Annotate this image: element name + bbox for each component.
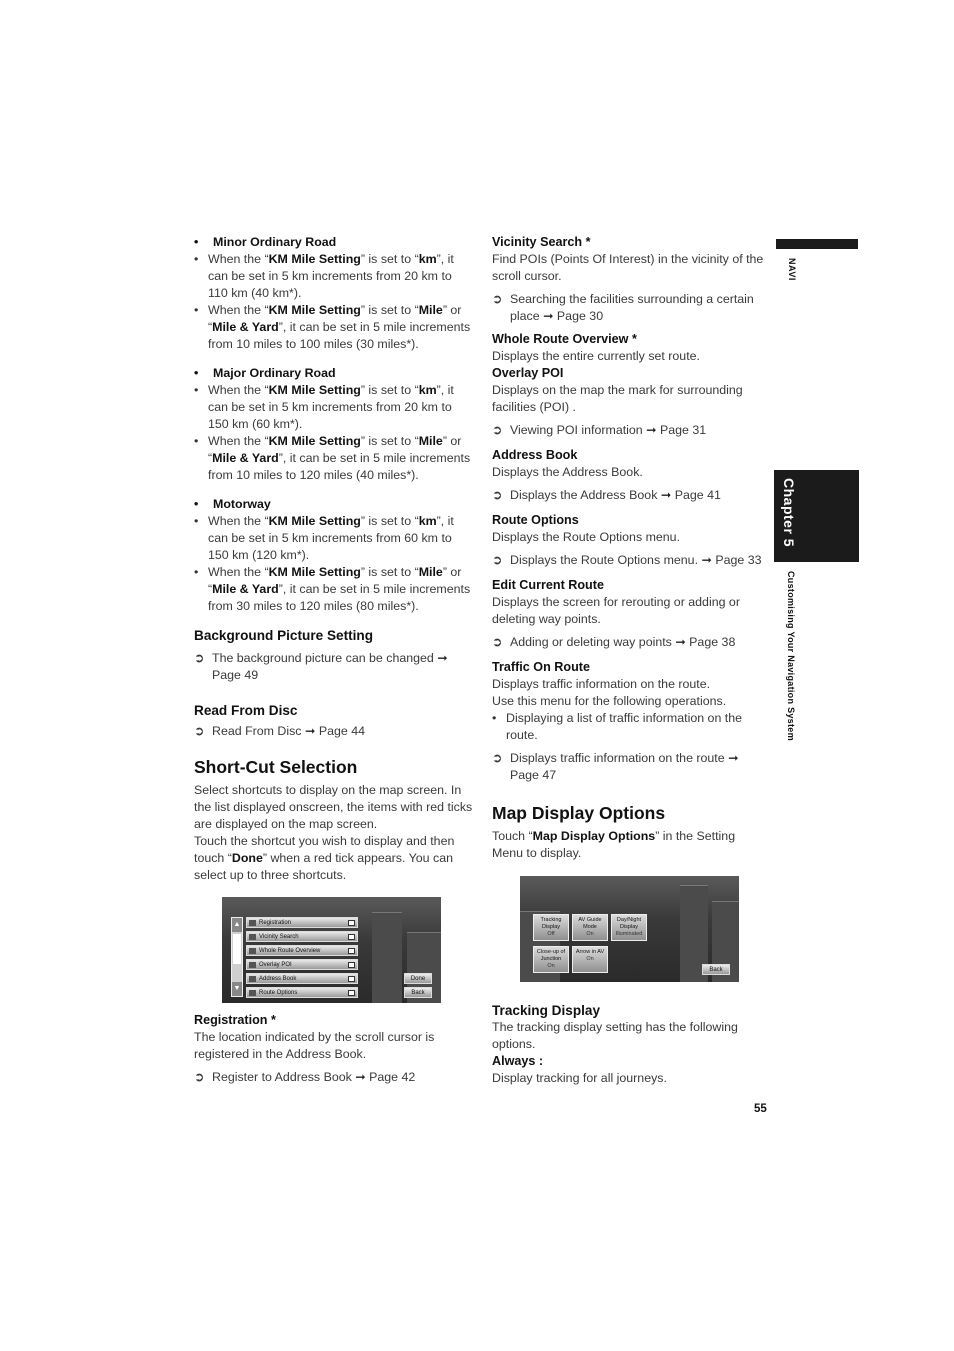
checkbox-icon (348, 990, 355, 996)
read-from-disc-ref: ➲ Read From Disc ➞ Page 44 (194, 724, 365, 738)
short-cut-description: Select shortcuts to display on the map screen. In the list displayed onscreen, the items with red ticks are displayed on the map screen. (194, 783, 473, 831)
edit-current-route-description: Displays the screen for rerouting or adding or deleting way points. (492, 595, 740, 626)
motorway-heading: • Motorway (194, 496, 474, 513)
short-cut-instruction: Touch the shortcut you wish to display and then touch “Done” when a red tick appears. You can select up to three shortcuts. (194, 834, 455, 882)
right-arrow-icon: ➞ (660, 488, 672, 502)
route-options-description: Displays the Route Options menu. (492, 530, 681, 544)
overlay-poi-ref: ➲ Viewing POI information ➞ Page 31 (492, 423, 707, 437)
shortcut-item-whole-route[interactable]: Whole Route Overview (246, 945, 358, 956)
route-options-ref: ➲ Displays the Route Options menu. ➞ Page 33 (492, 553, 762, 567)
whole-route-heading: Whole Route Overview * (492, 332, 637, 346)
right-arrow-icon: ➞ (646, 423, 657, 437)
cross-reference-icon: ➲ (194, 651, 205, 665)
checkbox-icon (348, 920, 355, 926)
minor-road-heading: • Minor Ordinary Road (194, 234, 474, 251)
vicinity-search-icon (249, 934, 256, 940)
traffic-on-route-heading: Traffic On Route (492, 660, 590, 674)
address-book-description: Displays the Address Book. (492, 465, 643, 479)
av-guide-mode-tile[interactable]: AV Guide Mode On (572, 914, 608, 941)
right-arrow-icon: ➞ (701, 553, 712, 567)
shortcut-item-address-book[interactable]: Address Book (246, 973, 358, 984)
cross-reference-icon: ➲ (492, 635, 503, 649)
scroll-bar[interactable] (231, 917, 243, 997)
traffic-on-route-ref: ➲ Displays traffic information on the route ➞ Page 47 (492, 751, 739, 782)
traffic-on-route-usage: Use this menu for the following operations. (492, 694, 727, 708)
map-display-options-heading: Map Display Options (492, 803, 666, 823)
registration-description: The location indicated by the scroll cursor is registered in the Address Book. (194, 1030, 435, 1061)
shortcut-item-overlay-poi[interactable]: Overlay POI (246, 959, 358, 970)
route-options-icon (249, 990, 256, 996)
cross-reference-icon: ➲ (492, 553, 503, 567)
major-road-heading: • Major Ordinary Road (194, 365, 474, 382)
right-column (492, 234, 767, 1087)
close-up-of-junction-tile[interactable]: Close-up of Junction On (533, 946, 569, 973)
registration-ref: ➲ Register to Address Book ➞ Page 42 (194, 1070, 416, 1084)
arrow-in-av-tile[interactable]: Arrow in AV On (572, 946, 608, 973)
edit-current-route-ref: ➲ Adding or deleting way points ➞ Page 38 (492, 635, 736, 649)
address-book-heading: Address Book (492, 448, 578, 462)
always-heading: Always : (492, 1054, 544, 1068)
cross-reference-icon: ➲ (194, 1070, 205, 1084)
cross-reference-icon: ➲ (492, 292, 503, 306)
map-display-options-instruction: Touch “Map Display Options” in the Setting Menu to display. (492, 829, 736, 860)
vicinity-search-description: Find POIs (Points Of Interest) in the vicinity of the scroll cursor. (492, 252, 764, 283)
address-book-ref: ➲ Displays the Address Book ➞ Page 41 (492, 488, 721, 502)
day-night-display-tile[interactable]: Day/Night Display Illuminated (611, 914, 647, 941)
navi-bar (776, 239, 858, 249)
registration-icon (249, 920, 256, 926)
cross-reference-icon: ➲ (492, 751, 503, 765)
scroll-up-icon[interactable]: ▲ (232, 918, 242, 932)
motorway-km-item: • When the “KM Mile Setting” is set to “km”, it can be set in 5 km increments from 60 km to 150 km (120 km*). (194, 513, 474, 564)
background-picture-ref: ➲ The background picture can be changed ➞ Page 49 (194, 651, 448, 682)
overlay-poi-heading: Overlay POI (492, 366, 564, 380)
cross-reference-icon: ➲ (492, 488, 503, 502)
checkbox-icon (348, 962, 355, 968)
traffic-on-route-description: Displays traffic information on the route. (492, 677, 711, 691)
checkbox-icon (348, 934, 355, 940)
page-number: 55 (754, 1103, 767, 1115)
right-arrow-icon: ➞ (543, 309, 554, 323)
back-button[interactable]: Back (404, 987, 432, 998)
right-arrow-icon: ➞ (675, 635, 686, 649)
checkbox-icon (348, 976, 355, 982)
shortcut-item-route-options[interactable]: Route Options (246, 987, 358, 998)
edit-current-route-heading: Edit Current Route (492, 578, 604, 592)
major-km-item: • When the “KM Mile Setting” is set to “km”, it can be set in 5 km increments from 20 km to 150 km (60 km*). (194, 382, 474, 433)
right-arrow-icon: ➞ (355, 1070, 366, 1084)
read-from-disc-heading: Read From Disc (194, 703, 298, 718)
short-cut-screen-image (222, 897, 441, 1003)
section-label: Customising Your Navigation System (786, 571, 796, 741)
tracking-display-heading: Tracking Display (492, 1003, 601, 1018)
scroll-down-icon[interactable]: ▼ (232, 982, 242, 996)
always-description: Display tracking for all journeys. (492, 1071, 667, 1085)
back-button[interactable]: Back (702, 964, 730, 975)
registration-heading: Registration * (194, 1013, 276, 1027)
chapter-label: Chapter 5 (781, 478, 797, 548)
right-arrow-icon: ➞ (304, 724, 316, 738)
poi-icon (249, 962, 256, 968)
right-arrow-icon: ➞ (728, 751, 739, 765)
minor-mile-item: • When the “KM Mile Setting” is set to “Mile” or “Mile & Yard”, it can be set in 5 mile increments from 10 miles to 100 miles (30 miles*). (194, 302, 474, 353)
motorway-mile-item: • When the “KM Mile Setting” is set to “Mile” or “Mile & Yard”, it can be set in 5 mile increments from 30 miles to 120 miles (80 miles*). (194, 564, 474, 615)
left-column (194, 234, 474, 1092)
overlay-poi-description: Displays on the map the mark for surrounding facilities (POI) . (492, 383, 743, 414)
cross-reference-icon: ➲ (194, 724, 205, 738)
checkbox-icon (348, 948, 355, 954)
navi-label: NAVI (787, 258, 797, 281)
major-mile-item: • When the “KM Mile Setting” is set to “Mile” or “Mile & Yard”, it can be set in 5 mile increments from 10 miles to 120 miles (40 miles*). (194, 433, 474, 484)
traffic-on-route-bullet: • Displaying a list of traffic information on the route. (492, 710, 767, 744)
route-icon (249, 948, 256, 954)
address-book-icon (249, 976, 256, 982)
vicinity-search-heading: Vicinity Search * (492, 235, 591, 249)
short-cut-selection-heading: Short-Cut Selection (194, 757, 358, 777)
shortcut-item-registration[interactable]: Registration (246, 917, 358, 928)
minor-km-item: • When the “KM Mile Setting” is set to “km”, it can be set in 5 km increments from 20 km to 110 km (40 km*). (194, 251, 474, 302)
cross-reference-icon: ➲ (492, 423, 503, 437)
right-arrow-icon: ➞ (437, 651, 448, 665)
tracking-display-description: The tracking display setting has the following options. (492, 1020, 738, 1051)
map-display-options-screen-image (520, 876, 739, 982)
vicinity-search-ref: ➲ Searching the facilities surrounding a certain place ➞ Page 30 (492, 292, 754, 323)
tracking-display-tile[interactable]: Tracking Display Off (533, 914, 569, 941)
route-options-heading: Route Options (492, 513, 579, 527)
shortcut-item-vicinity-search[interactable]: Vicinity Search (246, 931, 358, 942)
whole-route-description: Displays the entire currently set route. (492, 349, 700, 363)
done-button[interactable]: Done (404, 973, 432, 984)
background-picture-heading: Background Picture Setting (194, 628, 374, 643)
